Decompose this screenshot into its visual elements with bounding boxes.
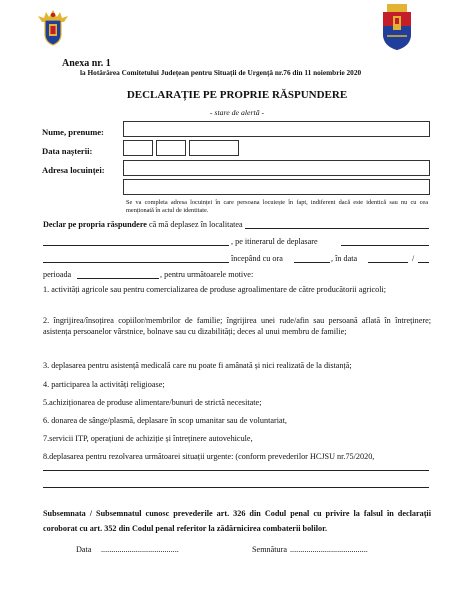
- reason-2: 2. îngrijirea/însoțirea copiilor/membrilor de familie; îngrijirea unei rude/afin sau persoană aflată în întreținere; asistența persoanelor vârstnice, bolnave sau cu dizabilități; deces al unui membru de familie;: [43, 316, 431, 336]
- birth-year-field[interactable]: [189, 140, 239, 156]
- date-signature-field[interactable]: ......................................: [101, 545, 179, 554]
- birth-date-label: Data nașterii:: [42, 146, 93, 156]
- locality-field[interactable]: [245, 228, 429, 229]
- signature-label: Semnătura: [252, 545, 288, 554]
- signature-field[interactable]: ......................................: [290, 545, 368, 554]
- itinerary-continued-field[interactable]: [43, 262, 229, 263]
- address-field-line-2[interactable]: [123, 179, 430, 195]
- date-day-field[interactable]: [368, 262, 408, 263]
- address-field-line-1[interactable]: [123, 160, 430, 176]
- start-hour-field[interactable]: [294, 262, 330, 263]
- declaration-title: DECLARAȚIE PE PROPRIE RĂSPUNDERE: [126, 89, 348, 101]
- period-label: perioada: [43, 270, 72, 279]
- declaration-subtitle: - stare de alertă -: [209, 108, 265, 117]
- date-label: Data: [76, 545, 92, 554]
- reason-5: 5.achiziționarea de produse alimentare/bunuri de strictă necesitate;: [43, 398, 262, 407]
- legal-notice: Subsemnata / Subsemnatul cunosc prevederile art. 326 din Codul penal cu privire la falsul în declarații coroborat cu art. 352 din Codul penal referitor la zădărnicirea combaterii bolilor.: [43, 509, 431, 533]
- urgent-situation-field-2[interactable]: [43, 487, 429, 488]
- date-month-field[interactable]: [418, 262, 429, 263]
- reason-8: 8.deplasarea pentru rezolvarea următoarei situații urgente: (conform prevederilor HCJSU nr.75/2020,: [43, 452, 375, 461]
- urgent-situation-field-1[interactable]: [43, 470, 429, 471]
- county-crest-icon: [381, 4, 413, 50]
- annex-subtitle: la Hotărârea Comitetului Județean pentru Situații de Urgență nr.76 din 11 noiembrie 2020: [80, 68, 362, 77]
- intro-rest: că mă deplasez în localitatea: [146, 220, 243, 229]
- itinerary-field[interactable]: [341, 245, 429, 246]
- period-field[interactable]: [77, 278, 159, 279]
- birth-month-field[interactable]: [156, 140, 186, 156]
- reason-1: 1. activități agricole sau pentru comercializarea de produse agroalimentare de către producătorii agricoli;: [43, 285, 387, 294]
- annex-title: Anexa nr. 1: [62, 58, 111, 69]
- start-hour-label: începând cu ora: [231, 254, 283, 263]
- name-label: Nume, prenume:: [42, 127, 104, 137]
- address-note: Se va completa adresa locuinței în care persoana locuiește în fapt, indiferent dacă este identică sau nu cu cea menționată în actul de identitate.: [126, 199, 428, 214]
- itinerary-start-field[interactable]: [43, 245, 229, 246]
- date-label-inline: , în data: [331, 254, 358, 263]
- reason-4: 4. participarea la activități religioase;: [43, 380, 165, 389]
- romania-coat-of-arms-icon: [38, 8, 68, 46]
- date-separator: /: [412, 254, 415, 263]
- itinerary-label: , pe itinerarul de deplasare: [231, 237, 318, 246]
- birth-day-field[interactable]: [123, 140, 153, 156]
- reasons-intro: , pentru următoarele motive:: [160, 270, 254, 279]
- intro-line: [43, 220, 243, 230]
- reason-7: 7.servicii ITP, operațiuni de achiziție și întreținere autovehicule,: [43, 434, 253, 443]
- name-field[interactable]: [123, 121, 430, 137]
- address-label: Adresa locuinței:: [42, 165, 105, 175]
- intro-bold: Declar pe propria răspundere: [43, 220, 147, 229]
- reason-3: 3. deplasarea pentru asistență medicală care nu poate fi amânată și nici realizată de la distanță;: [43, 361, 352, 370]
- reason-6: 6. donarea de sânge/plasmă, deplasare în scop umanitar sau de voluntariat,: [43, 416, 287, 425]
